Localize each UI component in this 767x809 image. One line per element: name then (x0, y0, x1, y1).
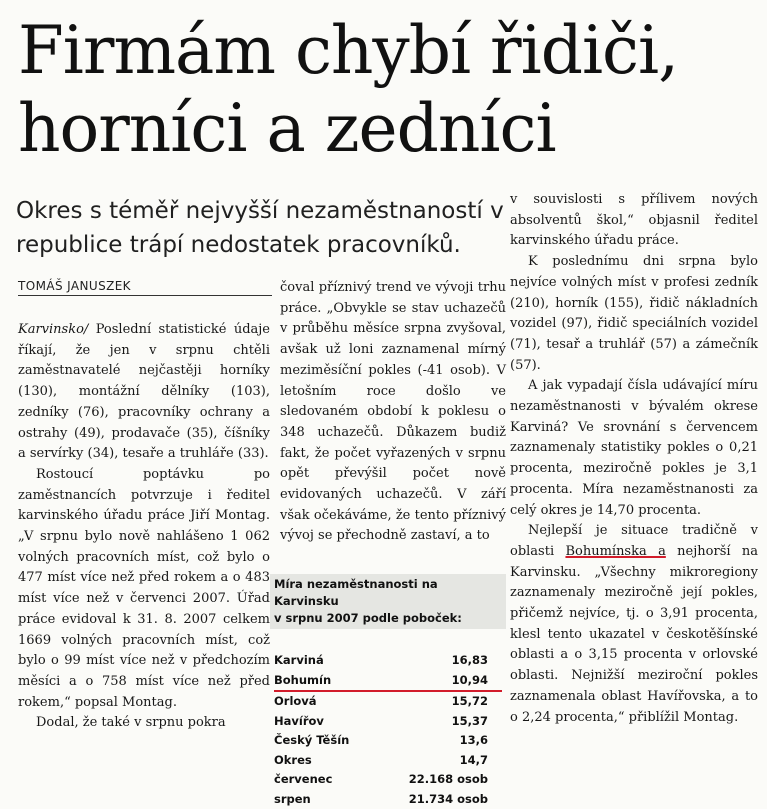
table-cell-label: Havířov (274, 712, 324, 732)
table-cell-value: 16,83 (452, 651, 502, 671)
table-row (274, 770, 502, 790)
table-cell-value: 13,6 (460, 731, 502, 751)
paragraph-3-continued: čoval příznivý trend ve vývoji trhu práce. „Obvykle se stav uchazečů v průběhu měsíce srpna zvyšoval, avšak už loni zaznamenal mírný meziměsíční pokles (-41 osob). V letošním roce došlo ve sledovaném období k poklesu o 348 uchazečů. Důkazem budiž fakt, že počet vyřazených v srpnu opět převýšil počet nově evidovaných uchazečů. V září však očekáváme, že tento příznivý vývoj se přechodně zastaví, a to (280, 278, 506, 547)
table-row (274, 692, 502, 712)
table-row (274, 712, 502, 732)
table-cell-value: 14,7 (460, 751, 502, 771)
table-cell-value: 15,72 (452, 692, 502, 712)
table-row (274, 671, 502, 693)
table-cell-label: Orlová (274, 692, 317, 712)
table-cell-label: Český Těšín (274, 731, 349, 751)
table-cell-label: srpen (274, 790, 311, 809)
headline-line-1: Firmám chybí řidiči, (18, 12, 678, 89)
headline (18, 12, 758, 168)
table-cell-value: 21.734 osob (409, 790, 502, 809)
table-cell-label: Okres (274, 751, 312, 771)
dateline: Karvinsko/ (18, 322, 88, 337)
table-cell-value: 15,37 (452, 712, 502, 732)
article-column-3 (510, 190, 758, 728)
table-row (274, 651, 502, 671)
table-row (274, 751, 502, 771)
paragraph-4: K poslednímu dni srpna bylo nejvíce volných míst v profesi zedník (210), horník (155), řidič nákladních vozidel (97), řidič speciálních vozidel (71), tesař a truhlář (57) a zámečník (57). (510, 252, 758, 376)
table-cell-label: Karviná (274, 651, 324, 671)
paragraph-3-end: v souvislosti s přílivem nových absolventů škol,“ objasnil ředitel karvinského úřadu práce. (510, 190, 758, 252)
paragraph-6: Nejlepší je situace tradičně v oblasti Bohumínska a nejhorší na Karvinsku. „Všechny mikroregiony zaznamenaly meziročně její pokles, přičemž nejvíce, tj. o 3,91 procenta, klesl tento ukazatel v českotěšínské oblasti a o 3,15 procenta v orlovské oblasti. Nejnižší meziroční pokles zaznamenala oblast Havířovska, a to o 2,24 procenta,“ přiblížil Montag. (510, 521, 758, 728)
table-cell-label: Bohumín (274, 671, 331, 691)
headline-line-2: horníci a zedníci (18, 90, 556, 167)
paragraph-3-start: Dodal, že také v srpnu pokra (18, 713, 270, 734)
paragraph-1: Karvinsko/ Poslední statistické údaje říkají, že jen v srpnu chtěli zaměstnavatelé nejčastěji horníky (130), montážní dělníky (103), zedníky (76), pracovníky ochrany a ostrahy (49), prodavače (35), číšníky a servírky (34), tesaře a truhláře (33). (18, 320, 270, 465)
table-cell-value: 22.168 osob (409, 770, 502, 790)
table-cell-value: 10,94 (452, 671, 502, 691)
paragraph-5: A jak vypadají čísla udávající míru nezaměstnanosti v bývalém okrese Karviná? Ve srovnání s červencem zaznamenaly statistiky pokles o 0,21 procenta, meziročně pokles je 3,1 procenta. Míra nezaměstnanosti za celý okres je 14,70 procenta. (510, 376, 758, 521)
table-row (274, 790, 502, 809)
unemployment-table-box (270, 574, 506, 801)
article-column-2 (280, 278, 506, 547)
table-title: Míra nezaměstnanosti na Karvinsku v srpnu 2007 podle poboček: (270, 574, 506, 629)
highlighted-phrase: Bohumínska a (565, 544, 665, 559)
paragraph-2: Rostoucí poptávku po zaměstnancích potvrzuje i ředitel karvinského úřadu práce Jiří Montag. „V srpnu bylo nově nahlášeno 1 062 volných pracovních míst, což bylo o 477 míst více než před rokem a o 483 míst více než v červenci 2007. Úřad práce evidoval k 31. 8. 2007 celkem 1669 volných pracovních míst, což bylo o 99 míst více než v předchozím měsíci a o 758 míst více než před rokem,“ popsal Montag. (18, 465, 270, 713)
table-row (274, 731, 502, 751)
unemployment-table (270, 651, 506, 809)
subheadline: Okres s téměř nejvyšší nezaměstnaností v republice trápí nedostatek pracovníků. (16, 194, 506, 262)
table-cell-label: červenec (274, 770, 332, 790)
byline: TOMÁŠ JANUSZEK (18, 279, 272, 296)
article-column-1 (18, 320, 270, 734)
